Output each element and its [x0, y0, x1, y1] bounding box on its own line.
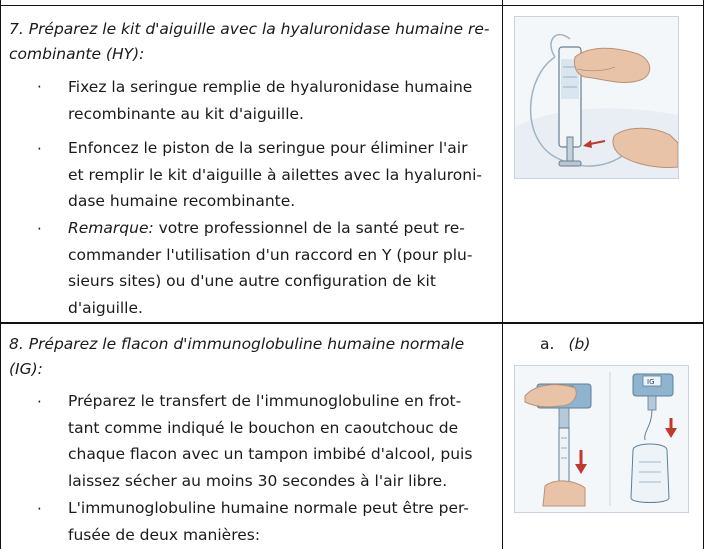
bullet-marker: ·	[37, 393, 42, 411]
remark-label: Remarque:	[68, 219, 154, 237]
bullet-marker: ·	[37, 78, 42, 96]
step-7-title-line-2: combinante (HY):	[9, 45, 145, 63]
syringe-needle-kit-icon	[515, 17, 678, 178]
bullet-line: recombinante au kit d'aiguille.	[68, 104, 304, 123]
step-7-bullet-3	[68, 215, 496, 321]
bullet-line: dase humaine recombinante.	[68, 192, 296, 210]
vial-transfer-illustration	[514, 365, 689, 513]
bullet-line: d'aiguille.	[68, 298, 143, 317]
bullet-line: Fixez la seringue remplie de hyaluronidase humaine	[68, 78, 473, 96]
table-border-left	[0, 0, 1, 549]
step-7-title	[9, 17, 497, 67]
bullet-line: Préparez le transfert de l'immunoglobuline en frot-	[68, 392, 462, 410]
table-row-divider-top	[0, 5, 704, 6]
bullet-line	[68, 215, 496, 242]
bullet-line: tant comme indiqué le bouchon en caoutchouc de	[68, 418, 459, 437]
table-row-divider	[0, 322, 704, 324]
figure-label	[540, 333, 590, 355]
bullet-line: laissez sécher au moins 30 secondes à l'air libre.	[68, 471, 448, 490]
bullet-marker: ·	[37, 140, 42, 158]
bullet-line: Enfoncez le piston de la seringue pour éliminer l'air	[68, 139, 468, 157]
bullet-line: commander l'utilisation d'un raccord en Y (pour plu-	[68, 245, 473, 264]
bullet-marker: ·	[37, 500, 42, 518]
table-column-divider	[502, 0, 503, 549]
step-7-bullet-1	[68, 74, 496, 127]
step-8-title-line-1: 8. Préparez le flacon d'immunoglobuline humaine normale	[9, 335, 465, 353]
bullet-line: sieurs sites) ou d'une autre configuration de kit	[68, 272, 436, 290]
step-8-title	[9, 332, 497, 382]
step-7-title-line-1: 7. Préparez le kit d'aiguille avec la hyaluronidase humaine re-	[9, 20, 490, 38]
bullet-line: et remplir le kit d'aiguille à ailettes avec la hyaluroni-	[68, 165, 482, 184]
bullet-marker: ·	[37, 220, 42, 238]
vial-transfer-icon	[515, 366, 688, 512]
vial-label-right: IG	[647, 378, 655, 386]
bullet-line: chaque flacon avec un tampon imbibé d'alcool, puis	[68, 445, 473, 463]
remark-text: votre professionnel de la santé peut re-	[153, 219, 465, 237]
step-8-bullet-2	[68, 495, 496, 548]
bullet-line: fusée de deux manières:	[68, 525, 261, 544]
step-8-title-line-2: (IG):	[9, 360, 43, 378]
bullet-line: L'immunoglobuline humaine normale peut être per-	[68, 499, 469, 517]
figure-label-b: (b)	[568, 335, 591, 353]
figure-label-a: a.	[540, 335, 555, 353]
syringe-needle-kit-illustration	[514, 16, 679, 179]
table-border-right	[703, 0, 704, 549]
step-8-bullet-1	[68, 388, 496, 494]
step-7-bullet-2	[68, 135, 496, 215]
